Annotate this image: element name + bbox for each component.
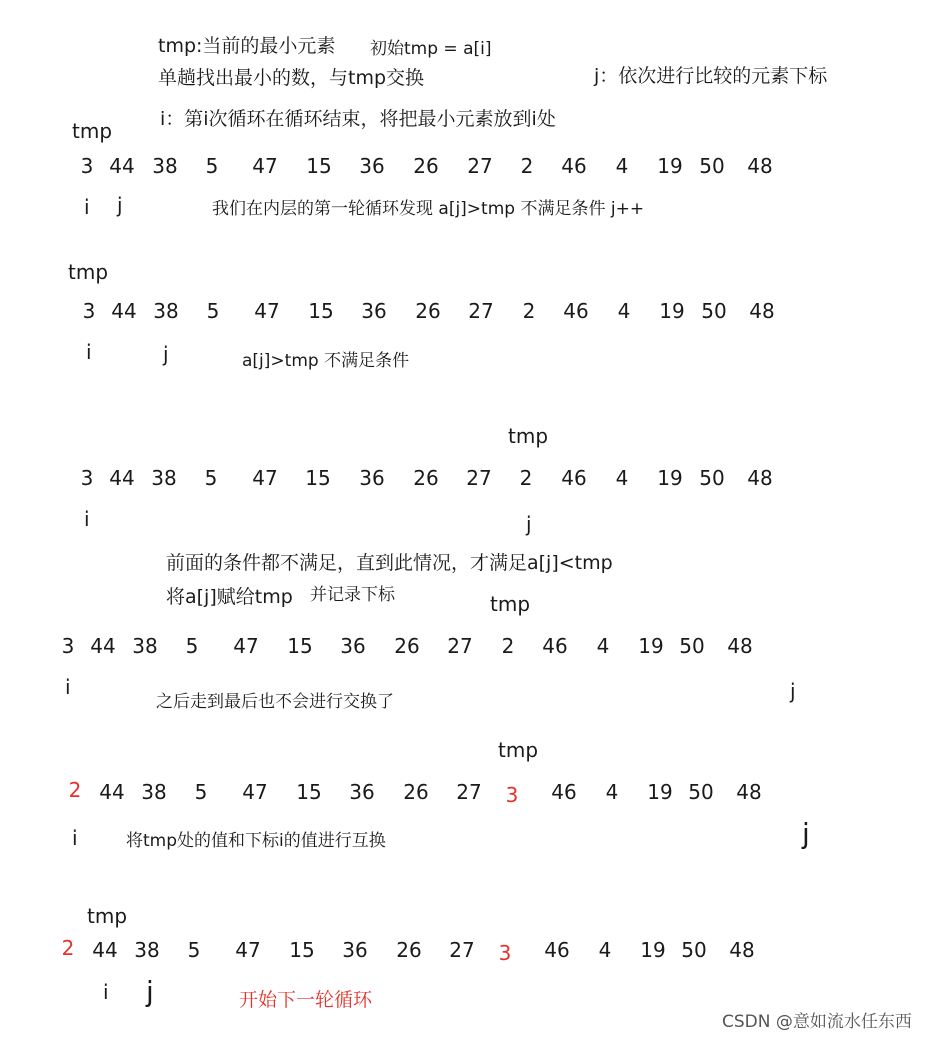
array-cell: 15 (296, 780, 322, 804)
tmp-description: tmp:当前的最小元素 (158, 35, 336, 57)
array-cell: 48 (729, 938, 755, 962)
array-cell: 38 (141, 780, 167, 804)
array-cell: 19 (647, 780, 673, 804)
array-cell: 26 (403, 780, 429, 804)
j-pointer: j (526, 512, 532, 536)
array-cell: 36 (342, 938, 368, 962)
array-cell-swapped: 2 (68, 778, 82, 802)
array-cell: 47 (235, 938, 261, 962)
step3-comment-line2: 将a[j]赋给tmp (166, 586, 293, 608)
array-cell: 47 (242, 780, 268, 804)
array-cell: 5 (204, 466, 218, 490)
array-cell: 19 (657, 154, 683, 178)
array-cell: 46 (561, 466, 587, 490)
init-note: 初始tmp = a[i] (370, 39, 492, 59)
array-cell: 38 (152, 154, 178, 178)
array-cell: 48 (736, 780, 762, 804)
j-pointer: j (802, 817, 810, 850)
array-cell: 15 (287, 634, 313, 658)
array-cell: 46 (561, 154, 587, 178)
array-cell-swapped: 3 (505, 783, 519, 807)
array-cell: 47 (252, 154, 278, 178)
step3-comment-line1: 前面的条件都不满足，直到此情况，才满足a[j]<tmp (166, 552, 613, 574)
array-cell: 26 (396, 938, 422, 962)
array-cell: 2 (520, 154, 534, 178)
j-pointer: j (117, 193, 123, 217)
array-cell: 50 (681, 938, 707, 962)
array-cell: 46 (544, 938, 570, 962)
tmp-marker: tmp (508, 424, 549, 448)
array-cell: 27 (447, 634, 473, 658)
array-cell: 38 (151, 466, 177, 490)
array-cell: 15 (306, 154, 332, 178)
array-cell: 46 (563, 299, 589, 323)
array-cell: 26 (394, 634, 420, 658)
array-cell: 50 (701, 299, 727, 323)
array-cell: 27 (456, 780, 482, 804)
i-pointer: i (84, 195, 90, 219)
array-cell: 48 (747, 466, 773, 490)
array-cell: 15 (289, 938, 315, 962)
array-cell: 27 (449, 938, 475, 962)
i-pointer: i (84, 507, 90, 531)
array-cell: 27 (466, 466, 492, 490)
tmp-marker: tmp (72, 119, 113, 143)
array-cell: 36 (359, 154, 385, 178)
i-pointer: i (103, 980, 109, 1004)
step2-comment: a[j]>tmp 不满足条件 (242, 351, 410, 371)
j-pointer: j (790, 679, 796, 703)
single-pass-note: 单趟找出最小的数，与tmp交换 (158, 67, 425, 89)
array-cell: 44 (111, 299, 137, 323)
i-pointer: i (72, 826, 78, 850)
array-cell: 46 (551, 780, 577, 804)
array-cell: 44 (109, 466, 135, 490)
array-cell: 27 (468, 299, 494, 323)
array-cell: 50 (688, 780, 714, 804)
array-cell: 4 (596, 634, 610, 658)
array-cell: 50 (699, 466, 725, 490)
array-cell: 26 (413, 466, 439, 490)
array-cell: 48 (747, 154, 773, 178)
array-cell: 27 (467, 154, 493, 178)
step4-comment: 之后走到最后也不会进行交换了 (156, 692, 394, 712)
j-pointer: j (146, 975, 154, 1008)
array-cell: 50 (679, 634, 705, 658)
array-cell: 3 (80, 154, 94, 178)
array-cell: 44 (99, 780, 125, 804)
array-cell: 38 (153, 299, 179, 323)
array-cell: 19 (657, 466, 683, 490)
array-cell: 46 (542, 634, 568, 658)
array-cell: 48 (749, 299, 775, 323)
i-pointer: i (65, 675, 71, 699)
array-cell: 19 (640, 938, 666, 962)
array-cell: 19 (638, 634, 664, 658)
array-cell: 44 (109, 154, 135, 178)
step1-comment: 我们在内层的第一轮循环发现 a[j]>tmp 不满足条件 j++ (212, 199, 645, 219)
array-cell: 15 (308, 299, 334, 323)
array-cell: 2 (519, 466, 533, 490)
array-cell: 2 (522, 299, 536, 323)
array-cell: 2 (501, 634, 515, 658)
array-cell: 26 (413, 154, 439, 178)
array-cell: 50 (699, 154, 725, 178)
array-cell: 4 (617, 299, 631, 323)
array-cell: 15 (305, 466, 331, 490)
tmp-marker: tmp (87, 904, 128, 928)
array-cell: 26 (415, 299, 441, 323)
array-cell: 3 (61, 634, 75, 658)
array-cell: 38 (134, 938, 160, 962)
array-cell: 48 (727, 634, 753, 658)
tmp-marker: tmp (68, 260, 109, 284)
next-round-note: 开始下一轮循环 (239, 989, 373, 1011)
array-cell: 4 (615, 154, 629, 178)
array-cell: 4 (598, 938, 612, 962)
array-cell: 36 (349, 780, 375, 804)
j-description: j：依次进行比较的元素下标 (594, 65, 828, 87)
array-cell: 38 (132, 634, 158, 658)
step3-comment-line3: 并记录下标 (310, 585, 395, 605)
array-cell: 19 (659, 299, 685, 323)
array-cell: 5 (205, 154, 219, 178)
array-cell: 44 (90, 634, 116, 658)
watermark: CSDN @意如流水任东西 (722, 1012, 912, 1032)
tmp-marker: tmp (498, 738, 539, 762)
array-cell: 44 (92, 938, 118, 962)
array-cell: 5 (194, 780, 208, 804)
j-pointer: j (163, 342, 169, 366)
array-cell: 36 (359, 466, 385, 490)
array-cell: 3 (80, 466, 94, 490)
i-description: i：第i次循环在循环结束，将把最小元素放到i处 (160, 108, 556, 130)
array-cell-swapped: 3 (498, 941, 512, 965)
array-cell: 4 (605, 780, 619, 804)
array-cell: 5 (185, 634, 199, 658)
tmp-marker: tmp (490, 592, 531, 616)
array-cell-swapped: 2 (61, 936, 75, 960)
array-cell: 47 (254, 299, 280, 323)
i-pointer: i (86, 340, 92, 364)
array-cell: 47 (252, 466, 278, 490)
array-cell: 3 (82, 299, 96, 323)
array-cell: 47 (233, 634, 259, 658)
array-cell: 5 (187, 938, 201, 962)
step5-comment: 将tmp处的值和下标i的值进行互换 (126, 831, 386, 851)
array-cell: 4 (615, 466, 629, 490)
array-cell: 5 (206, 299, 220, 323)
array-cell: 36 (361, 299, 387, 323)
array-cell: 36 (340, 634, 366, 658)
